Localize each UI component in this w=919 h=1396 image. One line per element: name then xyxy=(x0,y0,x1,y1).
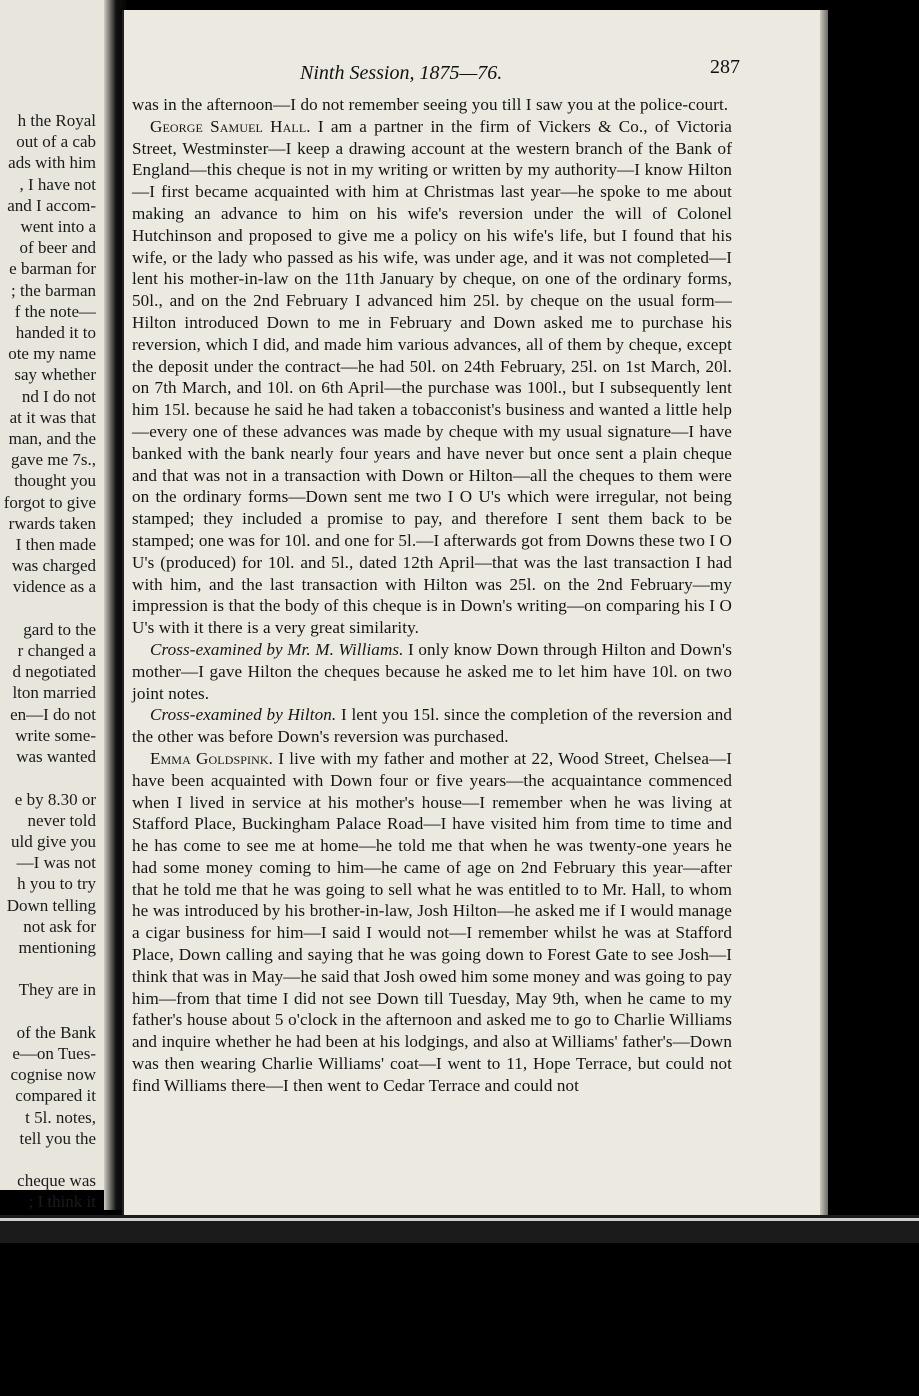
left-page-line: thought you xyxy=(14,471,96,491)
paragraph-text: was in the afternoon—I do not remember seeing you till I saw you at the police-court. xyxy=(132,95,729,114)
left-page-line: h the Royal xyxy=(17,111,96,130)
left-page-line: at it was that xyxy=(9,407,96,427)
left-page-line: e—on Tues- xyxy=(12,1043,96,1063)
left-page-line: They are in xyxy=(18,980,96,1000)
paragraph-text: I only know Down through Hilton and Down's mother—I gave Hilton the cheques because he asked me to let him have 10l. on two joint notes. xyxy=(132,639,732,703)
left-page-line: ; I think it xyxy=(28,1192,96,1212)
left-page-line: and I accom- xyxy=(7,195,96,215)
left-page-line: Down telling xyxy=(6,895,96,915)
left-page-line: h you to try xyxy=(17,874,96,894)
paragraph-text: I lent you 15l. since the completion of the reversion and the other was before Down's reversion was purchased. xyxy=(132,705,732,747)
left-page-line: never told xyxy=(27,810,96,830)
left-page-line: compared it xyxy=(15,1086,96,1106)
left-page-line xyxy=(0,1001,96,1022)
cross-examination-lead: Cross-examined by Mr. M. Williams. xyxy=(150,639,404,659)
paragraph-text: I am a partner in the firm of Vickers & Co., of Victoria Street, Westminster—I keep a drawing account at the western branch of the Bank of England—this cheque is not in my writing or written by my authority—I know Hilton—I first became acquainted with him at Christmas last year—he spoke to me about making an advance to him on his wife's reversion under the will of Colonel Hutchinson and proposed to give me a policy on his wife's life, but I found that his wife, or the lady who passed as his wife, was under age, and it was not completed—I lent his mother-in-law on the 11th January by cheque, on one of the ordinary forms, 50l., and on the 2nd February I advanced him 25l. by cheque on the usual form—Hilton introduced Down to me in February and Down asked me to purchase his reversion, which I did, and made him various advances, all of them by cheque, except the deposit under the contract—he had 50l. on 24th February, 25l. on 1st March, 20l. on 7th March, and 10l. on 6th April—the purchase was 100l., but I subsequently lent him 15l. because he said he had taken a tobacconist's business and wanted a little help—every one of these advances was made by cheque with my usual signature—I have banked with the bank nearly four years and have never but once sent a plain cheque and that was not in a transaction with Down or Hilton—all the cheques to them were on the ordinary forms—Down sent me two I O U's which were irregular, not being stamped; they included a promise to pay, and therefore I sent them back to be stamped; one was for 10l. and one for 5l.—I afterwards got from Downs these two I O U's (produced) for 10l. and 5l., dated 12th April—that was the last transaction I had with him, and the last transaction with Hilton was 25l. on the 2nd February—my impression is that the body of this cheque is in Down's writing—on comparing his I O U's with it there is a very great similarity. xyxy=(132,116,732,638)
left-page-line: vidence as a xyxy=(12,577,96,597)
left-page-line: man, and the xyxy=(8,429,96,449)
cover-edge-line xyxy=(0,1218,919,1221)
left-page-line: ; the barman xyxy=(11,280,96,300)
paragraph xyxy=(132,639,732,704)
left-page-line: of the Bank xyxy=(16,1022,96,1042)
page-body xyxy=(132,94,732,1097)
left-page-line: write some- xyxy=(15,725,96,745)
left-page-line: rwards taken xyxy=(8,513,96,533)
left-page-line: en—I do not xyxy=(10,704,96,724)
left-page-line: was wanted xyxy=(16,747,96,767)
paragraph xyxy=(132,94,732,116)
left-page-line: forgot to give xyxy=(3,492,96,512)
left-page-line: gard to the xyxy=(23,619,96,639)
left-page-line xyxy=(0,1149,96,1170)
left-page-line: mentioning xyxy=(18,937,96,957)
left-page-text xyxy=(0,110,96,1213)
paragraph xyxy=(132,116,732,639)
running-title: Ninth Session, 1875—76. xyxy=(300,62,503,84)
left-page-line: d negotiated xyxy=(12,662,96,682)
left-page-line xyxy=(0,958,96,979)
left-page-line: cognise now xyxy=(10,1065,96,1085)
left-page-line: of beer and xyxy=(19,238,96,258)
left-page-line: r changed a xyxy=(17,641,96,661)
paragraph xyxy=(132,748,732,1097)
left-page-line: e by 8.30 or xyxy=(14,789,96,809)
running-header xyxy=(160,56,740,88)
left-page-line: —I was not xyxy=(16,853,96,873)
left-page-line: nd I do not xyxy=(21,386,96,406)
left-page-line: ote my name xyxy=(8,344,96,364)
left-page-line: handed it to xyxy=(15,323,96,343)
left-page-line: , I have not xyxy=(19,174,96,194)
left-page-line: out of a cab xyxy=(16,132,96,152)
left-page-line: say whether xyxy=(14,365,96,385)
left-page-line: f the note— xyxy=(14,301,96,321)
page-edge xyxy=(820,10,828,1215)
left-page-line: e barman for xyxy=(9,259,96,279)
left-page-line: ads with him xyxy=(8,153,96,173)
left-page-line: I then made xyxy=(15,535,96,555)
paragraph-text: I live with my father and mother at 22, Wood Street, Chelsea—I have been acquainted with Down four or five years—the acquaintance commenced when I lived in service at his mother's house—I remember when he was living at Stafford Place, Buckingham Palace Road—I have visited him from time to time and he has come to see me at home—he told me that when he was twenty-one years he had some money coming to him—he came of age on 2nd February this year—after that he told me that he was going to sell what he was entitled to to Mr. Hall, to whom he was introduced by his brother-in-law, Josh Hilton—he asked me if I would manage a cigar business for him—I said I would not—I remember whilst he was at Stafford Place, Down calling and saying that he was going down to Forest Gate to see Josh—I think that was in May—he said that Josh owed him some money and was going to pay him—from that time I did not see Down till Tuesday, May 9th, when he came to my father's house about 5 o'clock in the afternoon and asked me to go to Charlie Williams and inquire whether he had been at his lodgings, and also at Williams' father's—Down was then wearing Charlie Williams' coat—I went to 11, Hope Terrace, but could not find Williams there—I then went to Cedar Terrace and could not xyxy=(132,748,732,1095)
left-page-line: not ask for xyxy=(23,916,96,936)
left-page-line: tell you the xyxy=(19,1128,96,1148)
left-page-line xyxy=(0,767,96,788)
witness-name: George Samuel Hall. xyxy=(150,116,311,136)
left-page-line: gave me 7s., xyxy=(11,450,96,470)
left-page-line: cheque was xyxy=(17,1171,96,1191)
left-page-line: lton married xyxy=(12,683,96,703)
cross-examination-lead: Cross-examined by Hilton. xyxy=(150,705,337,725)
left-page-line xyxy=(0,598,96,619)
paragraph xyxy=(132,704,732,748)
left-page-line: uld give you xyxy=(11,831,96,851)
witness-name: Emma Goldspink. xyxy=(150,748,274,768)
left-page-line: went into a xyxy=(20,217,96,237)
page-number: 287 xyxy=(710,56,740,78)
left-page-line: t 5l. notes, xyxy=(25,1107,96,1127)
left-page-line: was charged xyxy=(11,556,96,576)
